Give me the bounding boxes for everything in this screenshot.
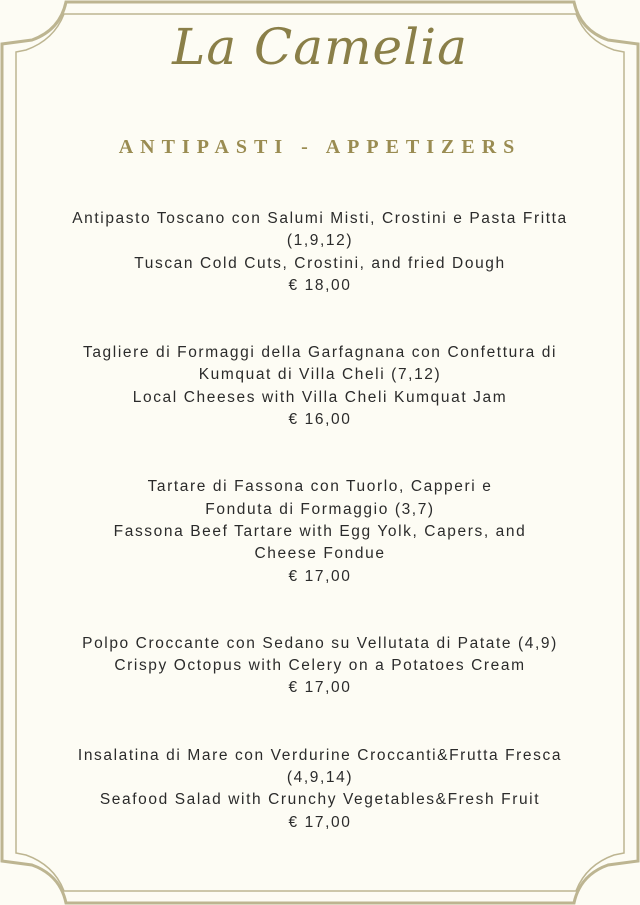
item-line: (1,9,12)	[286, 232, 354, 250]
section-title: ANTIPASTI - APPETIZERS	[118, 136, 522, 158]
item-line: Fassona Beef Tartare with Egg Yolk, Capers, and	[113, 522, 527, 540]
item-line: Insalatina di Mare con Verdurine Croccanti&Frutta Fresca	[77, 746, 563, 764]
item-line: Kumquat di Villa Cheli (7,12)	[198, 366, 442, 384]
item-line: Crispy Octopus with Celery on a Potatoes Cream	[114, 657, 526, 675]
item-line: Tuscan Cold Cuts, Crostini, and fried Dough	[134, 254, 506, 272]
menu-item	[30, 745, 610, 834]
item-line: Local Cheeses with Villa Cheli Kumquat Jam	[132, 388, 508, 406]
menu-item	[30, 342, 610, 431]
menu-list	[30, 208, 610, 834]
item-price: € 18,00	[288, 276, 352, 294]
item-line: Fonduta di Formaggio (3,7)	[205, 500, 435, 518]
item-price: € 17,00	[288, 679, 352, 697]
restaurant-logo: La Camelia	[172, 18, 468, 76]
item-price: € 16,00	[288, 411, 352, 429]
item-line: Antipasto Toscano con Salumi Misti, Crostini e Pasta Fritta	[72, 210, 568, 227]
item-line: Cheese Fondue	[254, 545, 386, 563]
menu-item	[30, 476, 610, 587]
item-line: Polpo Croccante con Sedano su Vellutata di Patate (4,9)	[82, 634, 558, 652]
item-line: Tagliere di Formaggi della Garfagnana con Confettura di	[82, 344, 557, 362]
menu-item	[30, 208, 610, 297]
item-line: Seafood Salad with Crunchy Vegetables&Fresh Fruit	[99, 791, 541, 809]
item-line: Tartare di Fassona con Tuorlo, Capperi e	[147, 478, 493, 496]
item-price: € 17,00	[288, 813, 352, 831]
menu-item	[30, 633, 610, 700]
item-line: (4,9,14)	[286, 769, 354, 787]
item-price: € 17,00	[288, 567, 352, 585]
